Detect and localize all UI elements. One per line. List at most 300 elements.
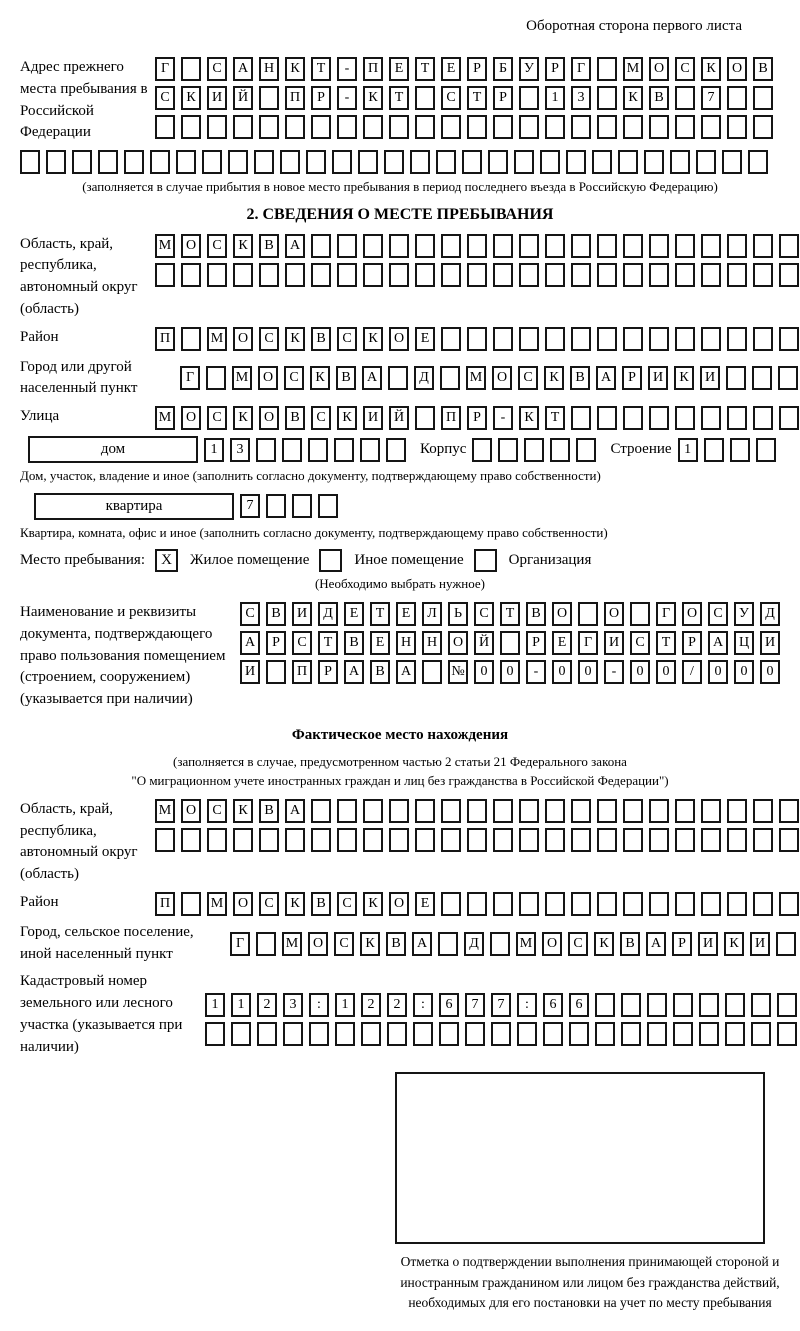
char-cell[interactable]: 6 bbox=[569, 993, 589, 1017]
char-cell[interactable] bbox=[308, 438, 328, 462]
char-cell[interactable]: К bbox=[285, 892, 305, 916]
char-cell[interactable]: Р bbox=[266, 631, 286, 655]
char-cell[interactable]: А bbox=[396, 660, 416, 684]
char-cell[interactable] bbox=[701, 115, 721, 139]
char-cell[interactable]: С bbox=[240, 602, 260, 626]
char-cell[interactable] bbox=[387, 1022, 407, 1046]
char-cell[interactable]: В bbox=[386, 932, 406, 956]
char-cell[interactable] bbox=[72, 150, 92, 174]
char-cell[interactable] bbox=[647, 993, 667, 1017]
char-cell[interactable]: Е bbox=[370, 631, 390, 655]
char-cell[interactable]: А bbox=[344, 660, 364, 684]
char-cell[interactable]: С bbox=[155, 86, 175, 110]
char-cell[interactable] bbox=[519, 799, 539, 823]
char-cell[interactable] bbox=[623, 234, 643, 258]
char-cell[interactable] bbox=[384, 150, 404, 174]
char-cell[interactable] bbox=[545, 828, 565, 852]
char-cell[interactable] bbox=[649, 406, 669, 430]
char-cell[interactable] bbox=[545, 234, 565, 258]
char-cell[interactable] bbox=[500, 631, 520, 655]
char-cell[interactable] bbox=[488, 150, 508, 174]
char-cell[interactable]: Р bbox=[526, 631, 546, 655]
char-cell[interactable]: В bbox=[620, 932, 640, 956]
char-cell[interactable] bbox=[311, 115, 331, 139]
char-cell[interactable] bbox=[727, 892, 747, 916]
char-cell[interactable]: 0 bbox=[500, 660, 520, 684]
char-cell[interactable] bbox=[467, 234, 487, 258]
char-cell[interactable]: В bbox=[570, 366, 590, 390]
char-cell[interactable] bbox=[202, 150, 222, 174]
char-cell[interactable]: К bbox=[233, 406, 253, 430]
char-cell[interactable] bbox=[181, 828, 201, 852]
char-cell[interactable] bbox=[571, 327, 591, 351]
char-cell[interactable]: 7 bbox=[240, 494, 260, 518]
char-cell[interactable] bbox=[571, 799, 591, 823]
char-cell[interactable] bbox=[318, 494, 338, 518]
char-cell[interactable]: С bbox=[207, 799, 227, 823]
char-cell[interactable]: 7 bbox=[491, 993, 511, 1017]
char-cell[interactable] bbox=[675, 327, 695, 351]
char-cell[interactable] bbox=[623, 799, 643, 823]
char-cell[interactable] bbox=[206, 366, 226, 390]
char-cell[interactable]: О bbox=[181, 234, 201, 258]
char-cell[interactable] bbox=[467, 115, 487, 139]
char-cell[interactable] bbox=[441, 115, 461, 139]
char-cell[interactable]: Г bbox=[571, 57, 591, 81]
char-cell[interactable]: Д bbox=[464, 932, 484, 956]
char-cell[interactable] bbox=[280, 150, 300, 174]
char-cell[interactable] bbox=[727, 263, 747, 287]
char-cell[interactable]: Р bbox=[672, 932, 692, 956]
char-cell[interactable]: А bbox=[646, 932, 666, 956]
char-cell[interactable]: И bbox=[207, 86, 227, 110]
char-cell[interactable] bbox=[441, 327, 461, 351]
char-cell[interactable]: : bbox=[309, 993, 329, 1017]
char-cell[interactable] bbox=[701, 828, 721, 852]
char-cell[interactable]: - bbox=[604, 660, 624, 684]
char-cell[interactable] bbox=[441, 799, 461, 823]
char-cell[interactable]: И bbox=[698, 932, 718, 956]
char-cell[interactable] bbox=[388, 366, 408, 390]
char-cell[interactable] bbox=[20, 150, 40, 174]
char-cell[interactable] bbox=[150, 150, 170, 174]
char-cell[interactable] bbox=[386, 438, 406, 462]
char-cell[interactable] bbox=[493, 234, 513, 258]
char-cell[interactable] bbox=[649, 115, 669, 139]
char-cell[interactable] bbox=[205, 1022, 225, 1046]
char-cell[interactable]: У bbox=[734, 602, 754, 626]
char-cell[interactable] bbox=[207, 115, 227, 139]
char-cell[interactable] bbox=[675, 115, 695, 139]
char-cell[interactable]: К bbox=[285, 57, 305, 81]
char-cell[interactable] bbox=[415, 234, 435, 258]
char-cell[interactable] bbox=[751, 1022, 771, 1046]
char-cell[interactable] bbox=[309, 1022, 329, 1046]
char-cell[interactable] bbox=[696, 150, 716, 174]
char-cell[interactable] bbox=[517, 1022, 537, 1046]
char-cell[interactable] bbox=[597, 406, 617, 430]
char-cell[interactable] bbox=[699, 1022, 719, 1046]
char-cell[interactable] bbox=[722, 150, 742, 174]
char-cell[interactable] bbox=[545, 892, 565, 916]
char-cell[interactable]: / bbox=[682, 660, 702, 684]
char-cell[interactable]: Т bbox=[467, 86, 487, 110]
char-cell[interactable]: О bbox=[492, 366, 512, 390]
char-cell[interactable] bbox=[415, 263, 435, 287]
char-cell[interactable] bbox=[493, 115, 513, 139]
char-cell[interactable]: 3 bbox=[571, 86, 591, 110]
char-cell[interactable]: Ь bbox=[448, 602, 468, 626]
char-cell[interactable] bbox=[514, 150, 534, 174]
char-cell[interactable] bbox=[597, 57, 617, 81]
char-cell[interactable] bbox=[597, 263, 617, 287]
char-cell[interactable]: - bbox=[337, 57, 357, 81]
char-cell[interactable]: - bbox=[493, 406, 513, 430]
char-cell[interactable]: С bbox=[259, 327, 279, 351]
char-cell[interactable]: 6 bbox=[543, 993, 563, 1017]
char-cell[interactable]: Л bbox=[422, 602, 442, 626]
checkbox-other-premises[interactable] bbox=[319, 549, 342, 572]
char-cell[interactable]: 2 bbox=[361, 993, 381, 1017]
char-cell[interactable] bbox=[649, 263, 669, 287]
char-cell[interactable] bbox=[266, 494, 286, 518]
char-cell[interactable]: В bbox=[649, 86, 669, 110]
char-cell[interactable] bbox=[519, 115, 539, 139]
char-cell[interactable]: К bbox=[519, 406, 539, 430]
char-cell[interactable]: К bbox=[594, 932, 614, 956]
char-cell[interactable]: К bbox=[360, 932, 380, 956]
char-cell[interactable]: Е bbox=[344, 602, 364, 626]
char-cell[interactable] bbox=[413, 1022, 433, 1046]
char-cell[interactable] bbox=[155, 263, 175, 287]
char-cell[interactable] bbox=[155, 115, 175, 139]
char-cell[interactable]: О bbox=[259, 406, 279, 430]
char-cell[interactable]: С bbox=[311, 406, 331, 430]
char-cell[interactable]: И bbox=[604, 631, 624, 655]
char-cell[interactable]: А bbox=[240, 631, 260, 655]
char-cell[interactable] bbox=[363, 234, 383, 258]
char-cell[interactable] bbox=[283, 1022, 303, 1046]
char-cell[interactable] bbox=[422, 660, 442, 684]
char-cell[interactable]: В bbox=[266, 602, 286, 626]
char-cell[interactable] bbox=[753, 263, 773, 287]
char-cell[interactable]: В bbox=[336, 366, 356, 390]
char-cell[interactable]: Е bbox=[415, 892, 435, 916]
char-cell[interactable]: Н bbox=[422, 631, 442, 655]
char-cell[interactable]: Н bbox=[259, 57, 279, 81]
char-cell[interactable] bbox=[389, 799, 409, 823]
char-cell[interactable]: К bbox=[310, 366, 330, 390]
char-cell[interactable]: № bbox=[448, 660, 468, 684]
char-cell[interactable] bbox=[675, 406, 695, 430]
char-cell[interactable] bbox=[630, 602, 650, 626]
char-cell[interactable]: Т bbox=[545, 406, 565, 430]
char-cell[interactable] bbox=[727, 406, 747, 430]
char-cell[interactable]: 2 bbox=[257, 993, 277, 1017]
char-cell[interactable]: 1 bbox=[545, 86, 565, 110]
char-cell[interactable] bbox=[285, 263, 305, 287]
char-cell[interactable]: В bbox=[259, 234, 279, 258]
char-cell[interactable]: 1 bbox=[205, 993, 225, 1017]
char-cell[interactable] bbox=[592, 150, 612, 174]
char-cell[interactable] bbox=[701, 327, 721, 351]
char-cell[interactable]: 6 bbox=[439, 993, 459, 1017]
char-cell[interactable]: М bbox=[155, 799, 175, 823]
char-cell[interactable] bbox=[701, 799, 721, 823]
char-cell[interactable] bbox=[571, 406, 591, 430]
char-cell[interactable] bbox=[207, 263, 227, 287]
char-cell[interactable]: А bbox=[285, 234, 305, 258]
char-cell[interactable] bbox=[756, 438, 776, 462]
char-cell[interactable] bbox=[545, 327, 565, 351]
char-cell[interactable]: С bbox=[630, 631, 650, 655]
char-cell[interactable] bbox=[519, 263, 539, 287]
char-cell[interactable]: С bbox=[337, 892, 357, 916]
char-cell[interactable]: И bbox=[240, 660, 260, 684]
char-cell[interactable] bbox=[415, 406, 435, 430]
char-cell[interactable]: С bbox=[207, 234, 227, 258]
char-cell[interactable]: О bbox=[604, 602, 624, 626]
char-cell[interactable] bbox=[124, 150, 144, 174]
char-cell[interactable] bbox=[46, 150, 66, 174]
char-cell[interactable]: О bbox=[727, 57, 747, 81]
char-cell[interactable]: Е bbox=[389, 57, 409, 81]
apartment-type-box[interactable]: квартира bbox=[34, 493, 234, 520]
char-cell[interactable]: П bbox=[363, 57, 383, 81]
char-cell[interactable] bbox=[571, 263, 591, 287]
char-cell[interactable] bbox=[440, 366, 460, 390]
char-cell[interactable]: М bbox=[232, 366, 252, 390]
char-cell[interactable] bbox=[389, 263, 409, 287]
char-cell[interactable] bbox=[597, 86, 617, 110]
char-cell[interactable]: О bbox=[308, 932, 328, 956]
char-cell[interactable]: Т bbox=[311, 57, 331, 81]
char-cell[interactable] bbox=[675, 892, 695, 916]
char-cell[interactable] bbox=[436, 150, 456, 174]
char-cell[interactable] bbox=[467, 828, 487, 852]
char-cell[interactable]: М bbox=[516, 932, 536, 956]
char-cell[interactable]: В bbox=[311, 892, 331, 916]
char-cell[interactable] bbox=[675, 234, 695, 258]
char-cell[interactable] bbox=[701, 263, 721, 287]
char-cell[interactable] bbox=[778, 366, 798, 390]
char-cell[interactable] bbox=[256, 932, 276, 956]
char-cell[interactable] bbox=[259, 115, 279, 139]
char-cell[interactable]: Е bbox=[415, 327, 435, 351]
char-cell[interactable]: В bbox=[370, 660, 390, 684]
char-cell[interactable] bbox=[441, 892, 461, 916]
char-cell[interactable]: К bbox=[363, 86, 383, 110]
char-cell[interactable]: А bbox=[285, 799, 305, 823]
char-cell[interactable] bbox=[701, 234, 721, 258]
checkbox-residential[interactable]: X bbox=[155, 549, 178, 572]
char-cell[interactable] bbox=[519, 892, 539, 916]
char-cell[interactable]: В bbox=[285, 406, 305, 430]
char-cell[interactable] bbox=[675, 799, 695, 823]
char-cell[interactable]: К bbox=[181, 86, 201, 110]
char-cell[interactable] bbox=[753, 828, 773, 852]
char-cell[interactable] bbox=[467, 799, 487, 823]
char-cell[interactable]: К bbox=[285, 327, 305, 351]
char-cell[interactable]: Д bbox=[760, 602, 780, 626]
char-cell[interactable] bbox=[753, 115, 773, 139]
char-cell[interactable] bbox=[545, 263, 565, 287]
char-cell[interactable] bbox=[597, 327, 617, 351]
char-cell[interactable] bbox=[647, 1022, 667, 1046]
char-cell[interactable] bbox=[358, 150, 378, 174]
char-cell[interactable] bbox=[649, 799, 669, 823]
char-cell[interactable]: 1 bbox=[204, 438, 224, 462]
char-cell[interactable] bbox=[753, 86, 773, 110]
char-cell[interactable] bbox=[292, 494, 312, 518]
char-cell[interactable] bbox=[259, 263, 279, 287]
char-cell[interactable] bbox=[727, 115, 747, 139]
char-cell[interactable]: : bbox=[413, 993, 433, 1017]
char-cell[interactable] bbox=[623, 115, 643, 139]
char-cell[interactable]: У bbox=[519, 57, 539, 81]
char-cell[interactable] bbox=[566, 150, 586, 174]
char-cell[interactable]: 2 bbox=[387, 993, 407, 1017]
char-cell[interactable] bbox=[597, 799, 617, 823]
char-cell[interactable]: И bbox=[700, 366, 720, 390]
char-cell[interactable]: Т bbox=[500, 602, 520, 626]
char-cell[interactable] bbox=[730, 438, 750, 462]
char-cell[interactable] bbox=[519, 86, 539, 110]
char-cell[interactable] bbox=[777, 993, 797, 1017]
char-cell[interactable] bbox=[779, 406, 799, 430]
char-cell[interactable]: К bbox=[623, 86, 643, 110]
char-cell[interactable]: Р bbox=[545, 57, 565, 81]
char-cell[interactable] bbox=[644, 150, 664, 174]
char-cell[interactable]: Р bbox=[467, 57, 487, 81]
char-cell[interactable]: Т bbox=[389, 86, 409, 110]
char-cell[interactable] bbox=[467, 263, 487, 287]
char-cell[interactable] bbox=[337, 263, 357, 287]
char-cell[interactable] bbox=[675, 828, 695, 852]
char-cell[interactable]: Е bbox=[552, 631, 572, 655]
char-cell[interactable] bbox=[285, 115, 305, 139]
char-cell[interactable] bbox=[675, 263, 695, 287]
char-cell[interactable] bbox=[597, 234, 617, 258]
char-cell[interactable]: И bbox=[363, 406, 383, 430]
char-cell[interactable]: 7 bbox=[701, 86, 721, 110]
char-cell[interactable]: С bbox=[474, 602, 494, 626]
char-cell[interactable] bbox=[337, 234, 357, 258]
char-cell[interactable] bbox=[311, 799, 331, 823]
char-cell[interactable]: О bbox=[389, 892, 409, 916]
char-cell[interactable]: Г bbox=[155, 57, 175, 81]
char-cell[interactable] bbox=[595, 993, 615, 1017]
char-cell[interactable] bbox=[726, 366, 746, 390]
char-cell[interactable] bbox=[595, 1022, 615, 1046]
char-cell[interactable] bbox=[439, 1022, 459, 1046]
char-cell[interactable]: Т bbox=[318, 631, 338, 655]
char-cell[interactable] bbox=[571, 234, 591, 258]
char-cell[interactable] bbox=[441, 263, 461, 287]
char-cell[interactable] bbox=[779, 799, 799, 823]
char-cell[interactable] bbox=[334, 438, 354, 462]
char-cell[interactable]: Д bbox=[414, 366, 434, 390]
char-cell[interactable] bbox=[98, 150, 118, 174]
char-cell[interactable] bbox=[332, 150, 352, 174]
char-cell[interactable] bbox=[597, 828, 617, 852]
char-cell[interactable]: Т bbox=[415, 57, 435, 81]
char-cell[interactable]: - bbox=[337, 86, 357, 110]
char-cell[interactable]: К bbox=[363, 327, 383, 351]
char-cell[interactable] bbox=[597, 115, 617, 139]
char-cell[interactable]: М bbox=[155, 234, 175, 258]
char-cell[interactable] bbox=[233, 115, 253, 139]
char-cell[interactable]: 0 bbox=[578, 660, 598, 684]
char-cell[interactable] bbox=[727, 327, 747, 351]
char-cell[interactable]: Е bbox=[396, 602, 416, 626]
char-cell[interactable] bbox=[704, 438, 724, 462]
char-cell[interactable]: 0 bbox=[734, 660, 754, 684]
char-cell[interactable] bbox=[776, 932, 796, 956]
char-cell[interactable]: С bbox=[675, 57, 695, 81]
char-cell[interactable] bbox=[569, 1022, 589, 1046]
char-cell[interactable] bbox=[233, 263, 253, 287]
char-cell[interactable]: Т bbox=[656, 631, 676, 655]
char-cell[interactable]: О bbox=[542, 932, 562, 956]
char-cell[interactable] bbox=[777, 1022, 797, 1046]
char-cell[interactable]: Д bbox=[318, 602, 338, 626]
char-cell[interactable]: 1 bbox=[335, 993, 355, 1017]
char-cell[interactable] bbox=[727, 234, 747, 258]
char-cell[interactable] bbox=[311, 234, 331, 258]
char-cell[interactable] bbox=[410, 150, 430, 174]
char-cell[interactable] bbox=[623, 828, 643, 852]
char-cell[interactable]: М bbox=[466, 366, 486, 390]
char-cell[interactable]: П bbox=[155, 892, 175, 916]
char-cell[interactable] bbox=[266, 660, 286, 684]
char-cell[interactable]: П bbox=[155, 327, 175, 351]
char-cell[interactable]: М bbox=[282, 932, 302, 956]
char-cell[interactable]: С bbox=[284, 366, 304, 390]
char-cell[interactable]: Г bbox=[656, 602, 676, 626]
char-cell[interactable] bbox=[727, 799, 747, 823]
char-cell[interactable] bbox=[306, 150, 326, 174]
char-cell[interactable]: Е bbox=[441, 57, 461, 81]
char-cell[interactable]: 3 bbox=[230, 438, 250, 462]
char-cell[interactable] bbox=[257, 1022, 277, 1046]
char-cell[interactable] bbox=[753, 406, 773, 430]
char-cell[interactable] bbox=[701, 892, 721, 916]
char-cell[interactable]: Р bbox=[493, 86, 513, 110]
char-cell[interactable] bbox=[181, 57, 201, 81]
char-cell[interactable]: А bbox=[708, 631, 728, 655]
char-cell[interactable] bbox=[441, 828, 461, 852]
char-cell[interactable] bbox=[490, 932, 510, 956]
char-cell[interactable] bbox=[779, 263, 799, 287]
char-cell[interactable]: О bbox=[233, 892, 253, 916]
char-cell[interactable]: 0 bbox=[656, 660, 676, 684]
char-cell[interactable] bbox=[524, 438, 544, 462]
char-cell[interactable] bbox=[701, 406, 721, 430]
char-cell[interactable]: О bbox=[258, 366, 278, 390]
char-cell[interactable] bbox=[545, 799, 565, 823]
char-cell[interactable]: 7 bbox=[465, 993, 485, 1017]
char-cell[interactable] bbox=[285, 828, 305, 852]
char-cell[interactable] bbox=[337, 115, 357, 139]
char-cell[interactable]: 0 bbox=[474, 660, 494, 684]
char-cell[interactable]: 1 bbox=[678, 438, 698, 462]
char-cell[interactable]: Ц bbox=[734, 631, 754, 655]
char-cell[interactable] bbox=[415, 828, 435, 852]
char-cell[interactable]: С bbox=[292, 631, 312, 655]
char-cell[interactable]: А bbox=[233, 57, 253, 81]
char-cell[interactable] bbox=[254, 150, 274, 174]
